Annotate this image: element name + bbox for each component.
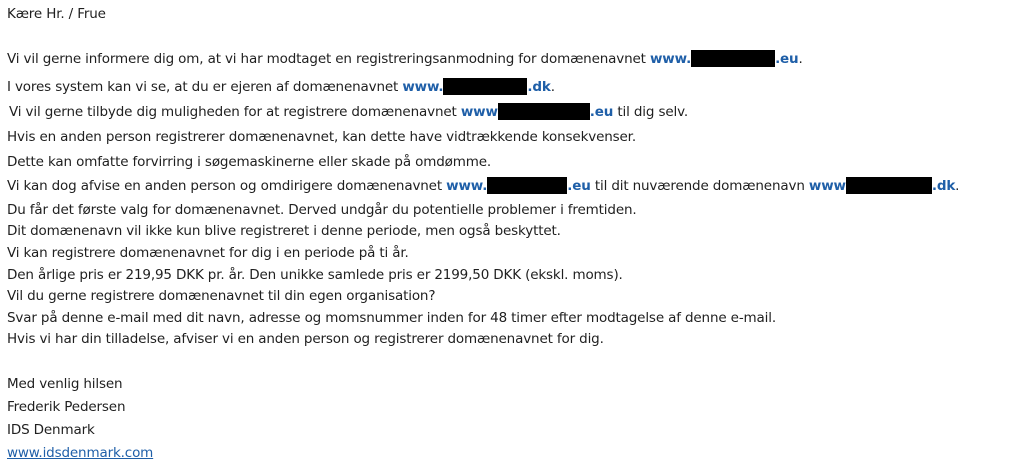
domain-link-eu-3[interactable]: www. .eu: [446, 178, 591, 194]
domain-link-dk-2[interactable]: www .dk: [808, 178, 956, 194]
line-4: Hvis en anden person registrerer domænenavnet, kan dette have vidtrækkende konsekvenser.: [7, 129, 636, 145]
line-8: Dit domænenavn vil ikke kun blive registreret i denne periode, men også beskyttet.: [7, 223, 561, 239]
line-2: I vores system kan vi se, at du er ejeren af domænenavnet www. .dk.: [7, 79, 555, 95]
line-9: Vi kan registrere domænenavnet for dig i en periode på ti år.: [7, 245, 409, 261]
redaction-block: [443, 78, 527, 95]
redaction-block: [498, 103, 590, 120]
redaction-block: [846, 177, 932, 194]
line-3: Vi vil gerne tilbyde dig muligheden for at registrere domænenavnet www .eu til dig selv.: [9, 104, 689, 120]
redaction-block: [691, 50, 775, 67]
line-13: Hvis vi har din tilladelse, afviser vi en anden person og registrerer domænenavnet for dig.: [7, 331, 604, 347]
line-5: Dette kan omfatte forvirring i søgemaskinerne eller skade på omdømme.: [7, 154, 492, 170]
domain-link-dk[interactable]: www. .dk: [402, 79, 551, 95]
website-link[interactable]: www.idsdenmark.com: [7, 445, 154, 461]
redaction-block: [487, 177, 567, 194]
line-1: Vi vil gerne informere dig om, at vi har modtaget en registreringsanmodning for domænenavnet www. .eu.: [7, 51, 803, 67]
line-7: Du får det første valg for domænenavnet. Derved undgår du potentielle problemer i fremtiden.: [7, 202, 637, 218]
domain-link-eu-2[interactable]: www .eu: [460, 104, 614, 120]
line-10: Den årlige pris er 219,95 DKK pr. år. Den unikke samlede pris er 2199,50 DKK (ekskl. moms).: [7, 267, 623, 283]
signature-name: Frederik Pedersen: [7, 399, 126, 415]
signature-closing: Med venlig hilsen: [7, 376, 123, 392]
line-11: Vil du gerne registrere domænenavnet til din egen organisation?: [7, 288, 436, 304]
signature-company: IDS Denmark: [7, 422, 95, 438]
greeting: Kære Hr. / Frue: [7, 6, 106, 22]
domain-link-eu[interactable]: www. .eu: [649, 51, 799, 67]
line-12: Svar på denne e-mail med dit navn, adresse og momsnummer inden for 48 timer efter modtagelse af denne e-mail.: [7, 310, 777, 326]
line-6: Vi kan dog afvise en anden person og omdirigere domænenavnet www. .eu til dit nuværende domænenavn www .dk.: [7, 178, 960, 194]
